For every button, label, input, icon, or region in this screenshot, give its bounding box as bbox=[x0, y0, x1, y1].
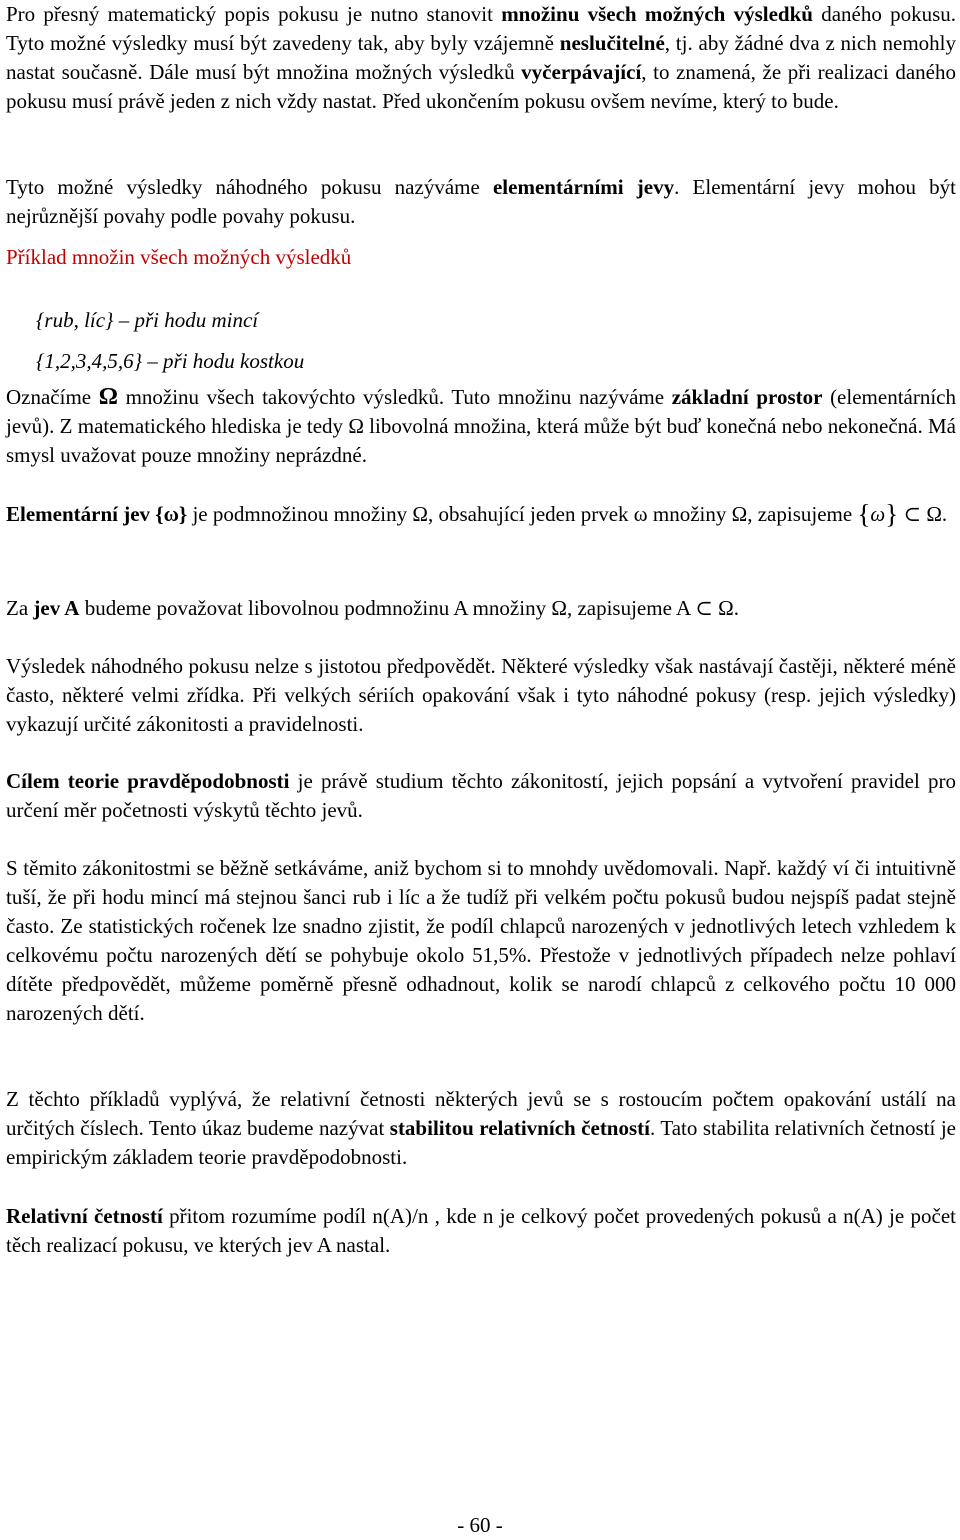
text: Pro přesný matematický popis pokusu je nutno stanovit bbox=[6, 2, 502, 26]
paragraph-sample-space-omega bbox=[6, 383, 956, 470]
text: Z těchto příkladů vyplývá, že relativní četnosti některých jevů se s rostoucím počtem opakování ustálí na určitých číslech. Tento úkaz budeme nazývat bbox=[6, 1087, 956, 1140]
bold-term: stabilitou relativních četností bbox=[389, 1116, 650, 1140]
bold-term: Elementární jev {ω} bbox=[6, 502, 188, 526]
bold-term: jev A bbox=[33, 596, 80, 620]
page-number: - 60 - bbox=[457, 1513, 503, 1537]
text: přitom rozumíme podíl n(A)/n , kde n je celkový počet provedených pokusů a n(A) je počet těch realizací pokusu, ve kterých jev A nastal. bbox=[6, 1204, 956, 1257]
paragraph-stability bbox=[6, 1085, 956, 1172]
text: , to znamená, že při realizaci daného pokusu musí právě jeden z nich vždy nastat. Před ukončením pokusu ovšem nevíme, který to bude. bbox=[6, 60, 956, 113]
bold-term: množinu všech možných výsledků bbox=[501, 2, 813, 26]
text: . Tato stabilita relativních četností je empirickým základem teorie pravděpodobnosti. bbox=[6, 1116, 957, 1169]
bold-term: elementárními jevy bbox=[492, 175, 675, 199]
text: daného pokusu. Tyto možné výsledky musí být zavedeny tak, aby byly vzájemně bbox=[6, 2, 956, 55]
left-brace: { bbox=[857, 499, 871, 529]
text: je právě studium těchto zákonitostí, jejich popsání a vytvoření pravidel pro určení měr početnosti výskytů těchto jevů. bbox=[6, 769, 956, 822]
paragraph-elementary-event-definition bbox=[6, 500, 956, 529]
text: . Elementární jevy mohou být nejrůznější povahy podle povahy pokusu. bbox=[6, 175, 956, 228]
text: Označíme bbox=[6, 385, 99, 409]
subset-symbol: ⊂ bbox=[695, 596, 719, 620]
right-brace: } bbox=[885, 499, 899, 529]
paragraph-examples-everyday: S těmito zákonitostmi se běžně setkáváme, aniž bychom si to mnohdy uvědomovali. Např. každý ví či intuitivně tuší, že při hodu mincí má stejnou šanci rub i líc a že tudíž při velkém počtu pokusů budou nejspíš padat stejně často. Ze statistických ročenek lze snadno zjistit, že podíl chlapců narozených v jednotlivých letech vzhledem k celkovému počtu narozených dětí se pohybuje okolo 51,5%. Přestože v jednotlivých případech nelze pohlaví dítěte předpovědět, můžeme poměrně přesně odhadnout, kolik se narodí chlapců z celkového počtu 10 000 narozených dětí. bbox=[6, 856, 956, 1025]
text: je podmnožinou množiny Ω, obsahující jeden prvek ω množiny Ω, zapisujeme bbox=[187, 502, 858, 526]
subset-symbol: ⊂ bbox=[898, 502, 927, 526]
example-heading: Příklad množin všech možných výsledků bbox=[6, 245, 352, 269]
bold-term: Relativní četností bbox=[6, 1204, 163, 1228]
text: Ω. bbox=[718, 596, 739, 620]
text: (elementárních jevů). Z matematického hlediska je tedy Ω libovolná množina, která může být buď konečná nebo nekonečná. Má smysl uvažovat pouze množiny neprázdné. bbox=[6, 385, 956, 467]
text: budeme považovat libovolnou podmnožinu A množiny Ω, zapisujeme A bbox=[79, 596, 696, 620]
omega-symbol: Ω bbox=[98, 384, 118, 410]
text: množinu všech takovýchto výsledků. Tuto množinu nazýváme bbox=[117, 385, 672, 409]
bold-term: Cílem teorie pravděpodobnosti bbox=[6, 769, 290, 793]
bold-term: vyčerpávající bbox=[521, 60, 642, 84]
paragraph-probability-goal bbox=[6, 767, 956, 825]
text: , tj. aby žádné dva z nich nemohly nastat současně. Dále musí být množina možných výsledků bbox=[6, 31, 956, 84]
example-coin: {rub, líc} – při hodu mincí bbox=[36, 308, 259, 332]
text: Tyto možné výsledky náhodného pokusu nazýváme bbox=[6, 175, 493, 199]
paragraph-elementary-events bbox=[6, 173, 956, 231]
text: Za bbox=[6, 596, 34, 620]
paragraph-regularities: Výsledek náhodného pokusu nelze s jistotou předpovědět. Některé výsledky však nastávají častěji, některé méně často, některé velmi zřídka. Při velkých sériích opakování však i tyto náhodné pokusy (resp. jejich výsledky) vykazují určité zákonitosti a pravidelnosti. bbox=[6, 654, 956, 736]
paragraph-event-definition bbox=[6, 594, 956, 623]
example-die: {1,2,3,4,5,6} – při hodu kostkou bbox=[36, 349, 305, 373]
omega-lower: ω bbox=[870, 502, 886, 526]
paragraph-sample-space bbox=[6, 0, 956, 116]
bold-term: základní prostor bbox=[671, 385, 823, 409]
paragraph-relative-frequency bbox=[6, 1202, 956, 1260]
text: Ω. bbox=[926, 502, 948, 526]
bold-term: neslučitelné bbox=[559, 31, 665, 55]
